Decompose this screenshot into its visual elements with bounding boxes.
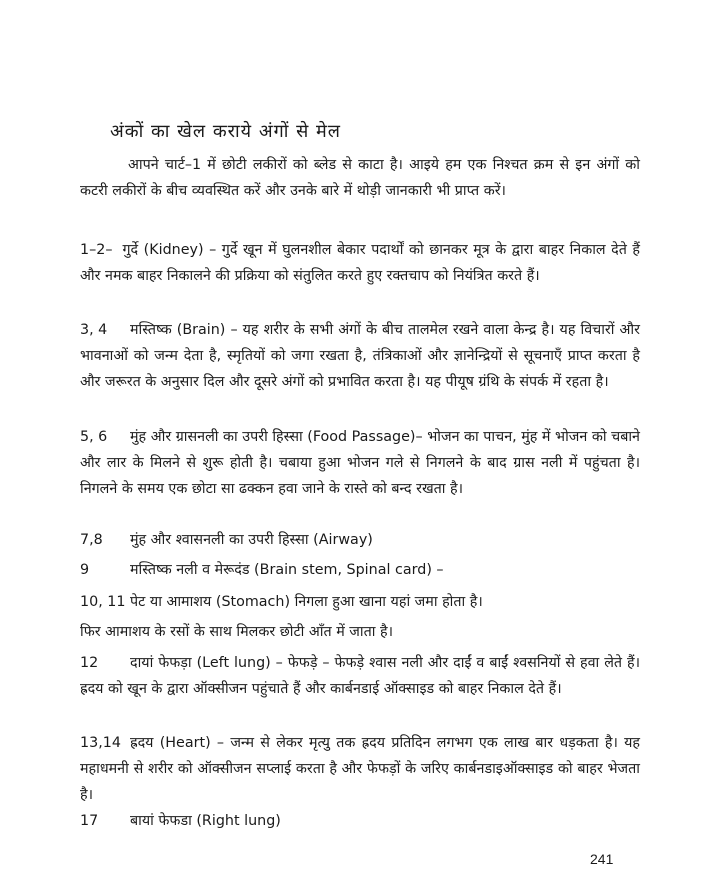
item-text: दायां फेफड़ा (Left lung) – फेफड़े – फेफड़े श्वास नली और दाईं व बाईं श्वसनियों से हवा लेते हैं। ह्रदय को खून के द्वारा ऑक्सीजन पहुंचाते हैं और कार्बनडाई ऑक्साइड को बाहर निकाल देते हैं। xyxy=(80,655,640,697)
item-text: मुंह और ग्रासनली का उपरी हिस्सा (Food Passage)– भोजन का पाचन, मुंह में भोजन को चबाने और लार के मिलने से शुरू होती है। चबाया हुआ भोजन गले से निगलने के बाद ग्रास नली में पहुंचता है। निगलने के समय एक छोटा सा ढक्कन हवा जाने के रास्ते को बन्द रखता है। xyxy=(80,429,640,497)
item-kidney xyxy=(80,237,640,289)
item-left-lung xyxy=(80,650,640,702)
item-text: गुर्दे (Kidney) – गुर्दे खून में घुलनशील बेकार पदार्थों को छानकर मूत्र के द्वारा बाहर निकाल देते हैं और नमक बाहर निकालने की प्रक्रिया को संतुलित करते हुए रक्तचाप को नियंत्रित करते हैं। xyxy=(80,242,640,284)
item-number: 12 xyxy=(80,655,99,671)
item-stomach-continuation: फिर आमाशय के रसों के साथ मिलकर छोटी आँत में जाता है। xyxy=(80,624,394,640)
item-heart xyxy=(80,730,640,808)
item-airway xyxy=(80,527,640,553)
item-food-passage xyxy=(80,424,640,502)
item-brain-stem xyxy=(80,557,640,583)
item-text: मस्तिष्क नली व मेरूदंड (Brain stem, Spinal card) – xyxy=(130,562,444,578)
item-number: 9 xyxy=(80,562,90,578)
item-number: 3, 4 xyxy=(80,322,108,338)
item-text: मुंह और श्वासनली का उपरी हिस्सा (Airway) xyxy=(130,532,373,548)
item-brain xyxy=(80,317,640,395)
item-right-lung xyxy=(80,808,640,834)
item-stomach xyxy=(80,589,640,615)
item-number: 7,8 xyxy=(80,532,103,548)
item-number: 17 xyxy=(80,813,99,829)
item-text: ह्रदय (Heart) – जन्म से लेकर मृत्यु तक ह्रदय प्रतिदिन लगभग एक लाख बार धड़कता है। यह महाधमनी से शरीर को ऑक्सीजन सप्लाई करता है और फेफड़ों के जरिए कार्बनडाइऑक्साइड को बाहर भेजता है। xyxy=(80,735,640,803)
intro-paragraph: आपने चार्ट–1 में छोटी लकीरों को ब्लेड से काटा है। आइये हम एक निश्चत क्रम से इन अंगों को कटरी लकीरों के बीच व्यवस्थित करें और उनके बारे में थोड़ी जानकारी भी प्राप्त करें। xyxy=(80,157,640,199)
item-text: बायां फेफडा (Right lung) xyxy=(130,813,281,829)
page-number: 241 xyxy=(590,851,614,867)
item-text: पेट या आमाशय (Stomach) निगला हुआ खाना यहां जमा होता है। xyxy=(130,594,483,610)
item-number: 1–2– xyxy=(80,242,113,258)
item-number: 13,14 xyxy=(80,735,121,751)
item-number: 5, 6 xyxy=(80,429,108,445)
item-text: मस्तिष्क (Brain) – यह शरीर के सभी अंगों के बीच तालमेल रखने वाला केन्द्र है। यह विचारों और भावनाओं को जन्म देता है, स्मृतियों को जगा रखता है, तंत्रिकाओं और ज्ञानेन्द्रियों से सूचनाएँ प्राप्त करता है और जरूरत के अनुसार दिल और दूसरे अंगों को प्रभावित करता है। यह पीयूष ग्रंथि के संपर्क में रहता है। xyxy=(80,322,640,390)
item-number: 10, 11 xyxy=(80,594,126,610)
page-title: अंकों का खेल कराये अंगों से मेल xyxy=(110,121,341,142)
